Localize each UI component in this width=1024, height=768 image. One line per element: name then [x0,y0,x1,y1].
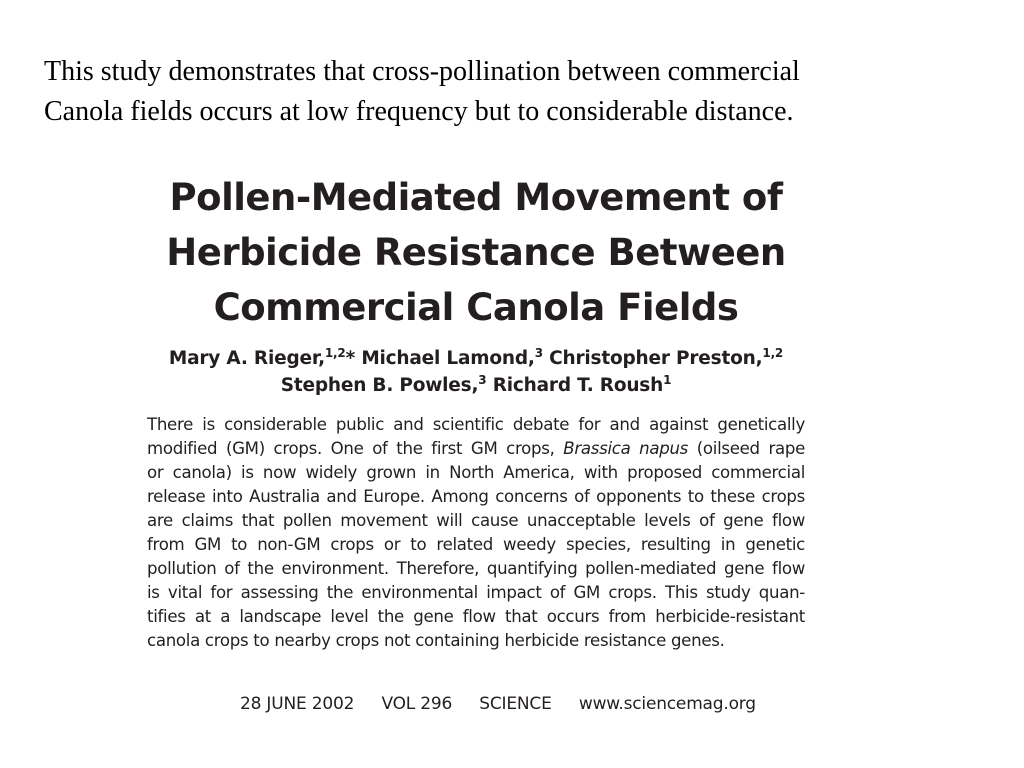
author-name: Stephen B. Powles, [280,375,479,396]
paper-title-line: Commercial Canola Fields [213,286,739,329]
paper-title-line: Herbicide Resistance Between [166,231,786,274]
abstract-line: canola crops to nearby crops not containing herbicide resistance genes. [147,631,725,650]
author-affiliation: 3 [478,372,487,387]
abstract-text: (oilseed rape [696,439,805,458]
publication-date: 28 JUNE 2002 [240,694,355,714]
caption-line: This study demonstrates that cross-pollination between commercial [44,56,800,87]
paper-excerpt [140,170,812,653]
journal-volume: VOL 296 [381,694,453,714]
corresponding-author-mark: * [345,348,356,369]
paper-title [140,170,812,335]
author-affiliation: 3 [534,345,543,360]
abstract-line: pollution of the environment. Therefore, quantifying pollen-mediated gene flow [147,559,805,578]
author-name: Michael Lamond, [361,348,535,369]
journal-name: SCIENCE [479,694,552,714]
abstract-line: or canola) is now widely grown in North America, with proposed commercial [147,463,805,482]
abstract-text: modified (GM) crops. One of the first GM crops, [147,439,555,458]
abstract-line: from GM to non-GM crops or to related weedy species, resulting in genetic [147,535,805,554]
author-line [140,345,812,372]
author-name: Christopher Preston, [549,348,763,369]
abstract-line: are claims that pollen movement will cause unacceptable levels of gene flow [147,511,805,530]
slide-caption [44,52,994,132]
caption-line: Canola fields occurs at low frequency but to considerable distance. [44,96,794,127]
abstract-line: is vital for assessing the environmental impact of GM crops. This study quan- [147,583,805,602]
author-list [140,345,812,399]
journal-url: www.sciencemag.org [578,694,756,714]
author-line [140,372,812,399]
author-name: Mary A. Rieger, [168,348,325,369]
author-affiliation: 1 [663,372,672,387]
paper-title-line: Pollen-Mediated Movement of [169,176,783,219]
author-affiliation: 1,2 [762,345,784,360]
abstract-line: release into Australia and Europe. Among concerns of opponents to these crops [147,487,805,506]
abstract-line: tifies at a landscape level the gene flow that occurs from herbicide-resistant [147,607,805,626]
author-affiliation: 1,2 [324,345,346,360]
journal-citation [240,692,756,716]
abstract-line: There is considerable public and scientific debate for and against genetically [147,415,805,434]
author-name: Richard T. Roush [492,375,664,396]
abstract [147,413,812,653]
abstract-line [147,437,805,461]
species-name: Brassica napus [563,439,689,458]
